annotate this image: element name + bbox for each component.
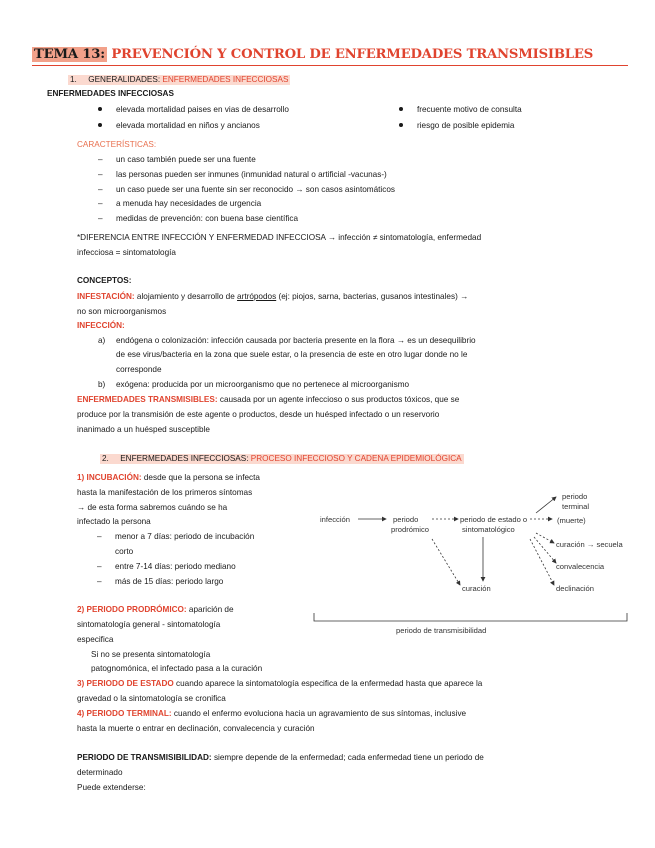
diagram-arrow: [530, 539, 554, 585]
diagram-curacion: curación: [462, 584, 491, 593]
infeccion-a-marker: a): [98, 336, 106, 345]
diagram-terminal-1: periodo: [562, 492, 588, 501]
transmisibilidad-line-2: determinado: [77, 768, 123, 777]
conceptos-heading: CONCEPTOS:: [77, 276, 132, 285]
caracteristica-item: – un caso también puede ser una fuente: [98, 155, 256, 164]
diferencia-line-1: *DIFERENCIA ENTRE INFECCIÓN Y ENFERMEDAD INFECCIOSA → infección ≠ sintomatología, enfermedad: [77, 233, 482, 242]
section-1-heading: 1. GENERALIDADES: ENFERMEDADES INFECCIOSAS: [70, 75, 289, 84]
infecciosas-heading: ENFERMEDADES INFECCIOSAS: [47, 89, 174, 98]
caracteristica-item: – a menuda hay necesidades de urgencia: [98, 199, 262, 208]
diagram-arrow: [534, 537, 556, 563]
transmisibles-line-1: ENFERMEDADES TRANSMISIBLES: causada por un agente infeccioso o sus productos tóxicos, que se: [77, 395, 460, 404]
bullet-icon: [98, 107, 102, 111]
diagram-secuela: curación → secuela: [556, 540, 623, 549]
diferencia-line-2: infecciosa = sintomatología: [77, 248, 176, 257]
estado-line-1: 3) PERIODO DE ESTADO cuando aparece la sintomatología especifica de la enfermedad hasta que aparece la: [77, 679, 483, 688]
bullet-icon: [98, 123, 102, 127]
prodromico-line-3: especifica: [77, 635, 114, 644]
estado-line-2: gravedad o la sintomatología se cronifica: [77, 694, 226, 703]
prodromico-line-1: 2) PERIODO PRODRÓMICO: aparición de: [77, 605, 234, 614]
incubacion-line-2: hasta la manifestación de los primeros síntomas: [77, 488, 253, 497]
incubacion-line-4: infectado la persona: [77, 517, 151, 526]
bullet-icon: [399, 123, 403, 127]
prodromico-line-2: sintomatología general - sintomatología: [77, 620, 221, 629]
diagram-estado-1: periodo de estado o: [460, 515, 528, 524]
bullet-icon: [399, 107, 403, 111]
bullet-right-2: riesgo de posible epidemia: [399, 121, 514, 131]
diagram-terminal-2: terminal: [562, 502, 590, 511]
caracteristica-item: – un caso puede ser una fuente sin ser reconocido → son casos asintomáticos: [98, 185, 395, 194]
diagram-arrow: [432, 539, 460, 585]
incubacion-line-1: 1) INCUBACIÓN: desde que la persona se infecta: [77, 473, 260, 482]
prodromico-line-4: Si no se presenta sintomatología: [91, 650, 211, 659]
diagram-arrow: [536, 533, 554, 543]
terminal-line-1: 4) PERIODO TERMINAL: cuando el enfermo evoluciona hacia un agravamiento de sus síntomas, inclusive: [77, 709, 467, 718]
incubacion-item: – entre 7-14 días: periodo mediano: [97, 562, 236, 571]
incubacion-item: – más de 15 días: periodo largo: [97, 577, 224, 586]
diagram-prodromico-2: prodrómico: [391, 525, 429, 534]
prodromico-line-5: patognomónica, el infectado pasa a la curación: [91, 664, 263, 673]
incubacion-item: – menor a 7 días: periodo de incubación: [97, 532, 255, 541]
diagram-bracket-label: periodo de transmisibilidad: [396, 626, 487, 635]
terminal-line-2: hasta la muerte o entrar en declinación, convalecencia y curación: [77, 724, 315, 733]
caracteristica-item: – medidas de prevención: con buena base científica: [98, 214, 299, 223]
transmisibilidad-line-1: PERIODO DE TRANSMISIBILIDAD: siempre depende de la enfermedad; cada enfermedad tiene un periodo de: [77, 753, 484, 762]
bullet-left-2: elevada mortalidad en niños y ancianos: [98, 121, 260, 131]
bullet-left-1: elevada mortalidad paises en vias de desarrollo: [98, 105, 289, 115]
diagram-convalecencia: convalecencia: [556, 562, 605, 571]
infeccion-label: INFECCIÓN:: [77, 321, 125, 330]
infeccion-b-marker: b): [98, 380, 106, 389]
page-title: [32, 47, 593, 63]
title-tag: TEMA 13:: [34, 47, 105, 62]
transmisibles-line-2: produce por la transmisión de este agente o productos, desde un huésped infectado o un reservorio: [77, 410, 440, 419]
incubacion-item-cont: corto: [115, 547, 134, 556]
infeccion-a-line-2: de ese virus/bacteria en la zona que suele estar, o la presencia de este en otro lugar donde no le: [116, 350, 468, 359]
infestacion-line-1: INFESTACIÓN: alojamiento y desarrollo de artrópodos (ej: piojos, sarna, bacterias, gusanos intestinales) →: [77, 292, 469, 301]
diagram-prodromico-1: periodo: [393, 515, 419, 524]
bullet-right-1: frecuente motivo de consulta: [399, 105, 522, 115]
title-text: PREVENCIÓN Y CONTROL DE ENFERMEDADES TRANSMISIBLES: [111, 47, 594, 62]
infeccion-a-line-1: endógena o colonización: infección causada por bacteria presente en la flora → es un desequilibrio: [116, 336, 476, 345]
caracteristicas-heading: CARACTERÍSTICAS:: [77, 140, 157, 149]
infestacion-line-2: no son microorganismos: [77, 307, 167, 316]
diagram-estado-2: sintomatológico: [462, 525, 515, 534]
diagram-declinacion: declinación: [556, 584, 594, 593]
diagram-bracket: [314, 613, 627, 621]
diagram-arrow: [536, 497, 556, 513]
caracteristica-item: – las personas pueden ser inmunes (inmunidad natural o artificial -vacunas-): [98, 170, 387, 179]
transmisibles-line-3: inanimado a un huésped susceptible: [77, 425, 210, 434]
diagram-infeccion: infección: [320, 515, 350, 524]
diagram-terminal-3: (muerte): [557, 516, 586, 525]
infeccion-b-line-1: exógena: producida por un microorganismo que no pertenece al microorganismo: [116, 380, 410, 389]
section-2-heading: 2. ENFERMEDADES INFECCIOSAS: PROCESO INFECCIOSO Y CADENA EPIDEMIOLÓGICA: [102, 454, 462, 463]
transmisibilidad-line-3: Puede extenderse:: [77, 783, 146, 792]
infeccion-a-line-3: corresponde: [116, 365, 162, 374]
infection-process-diagram: [300, 485, 640, 640]
incubacion-line-3: → de esta forma sabremos cuándo se ha: [77, 503, 228, 512]
title-underline: [32, 65, 628, 66]
